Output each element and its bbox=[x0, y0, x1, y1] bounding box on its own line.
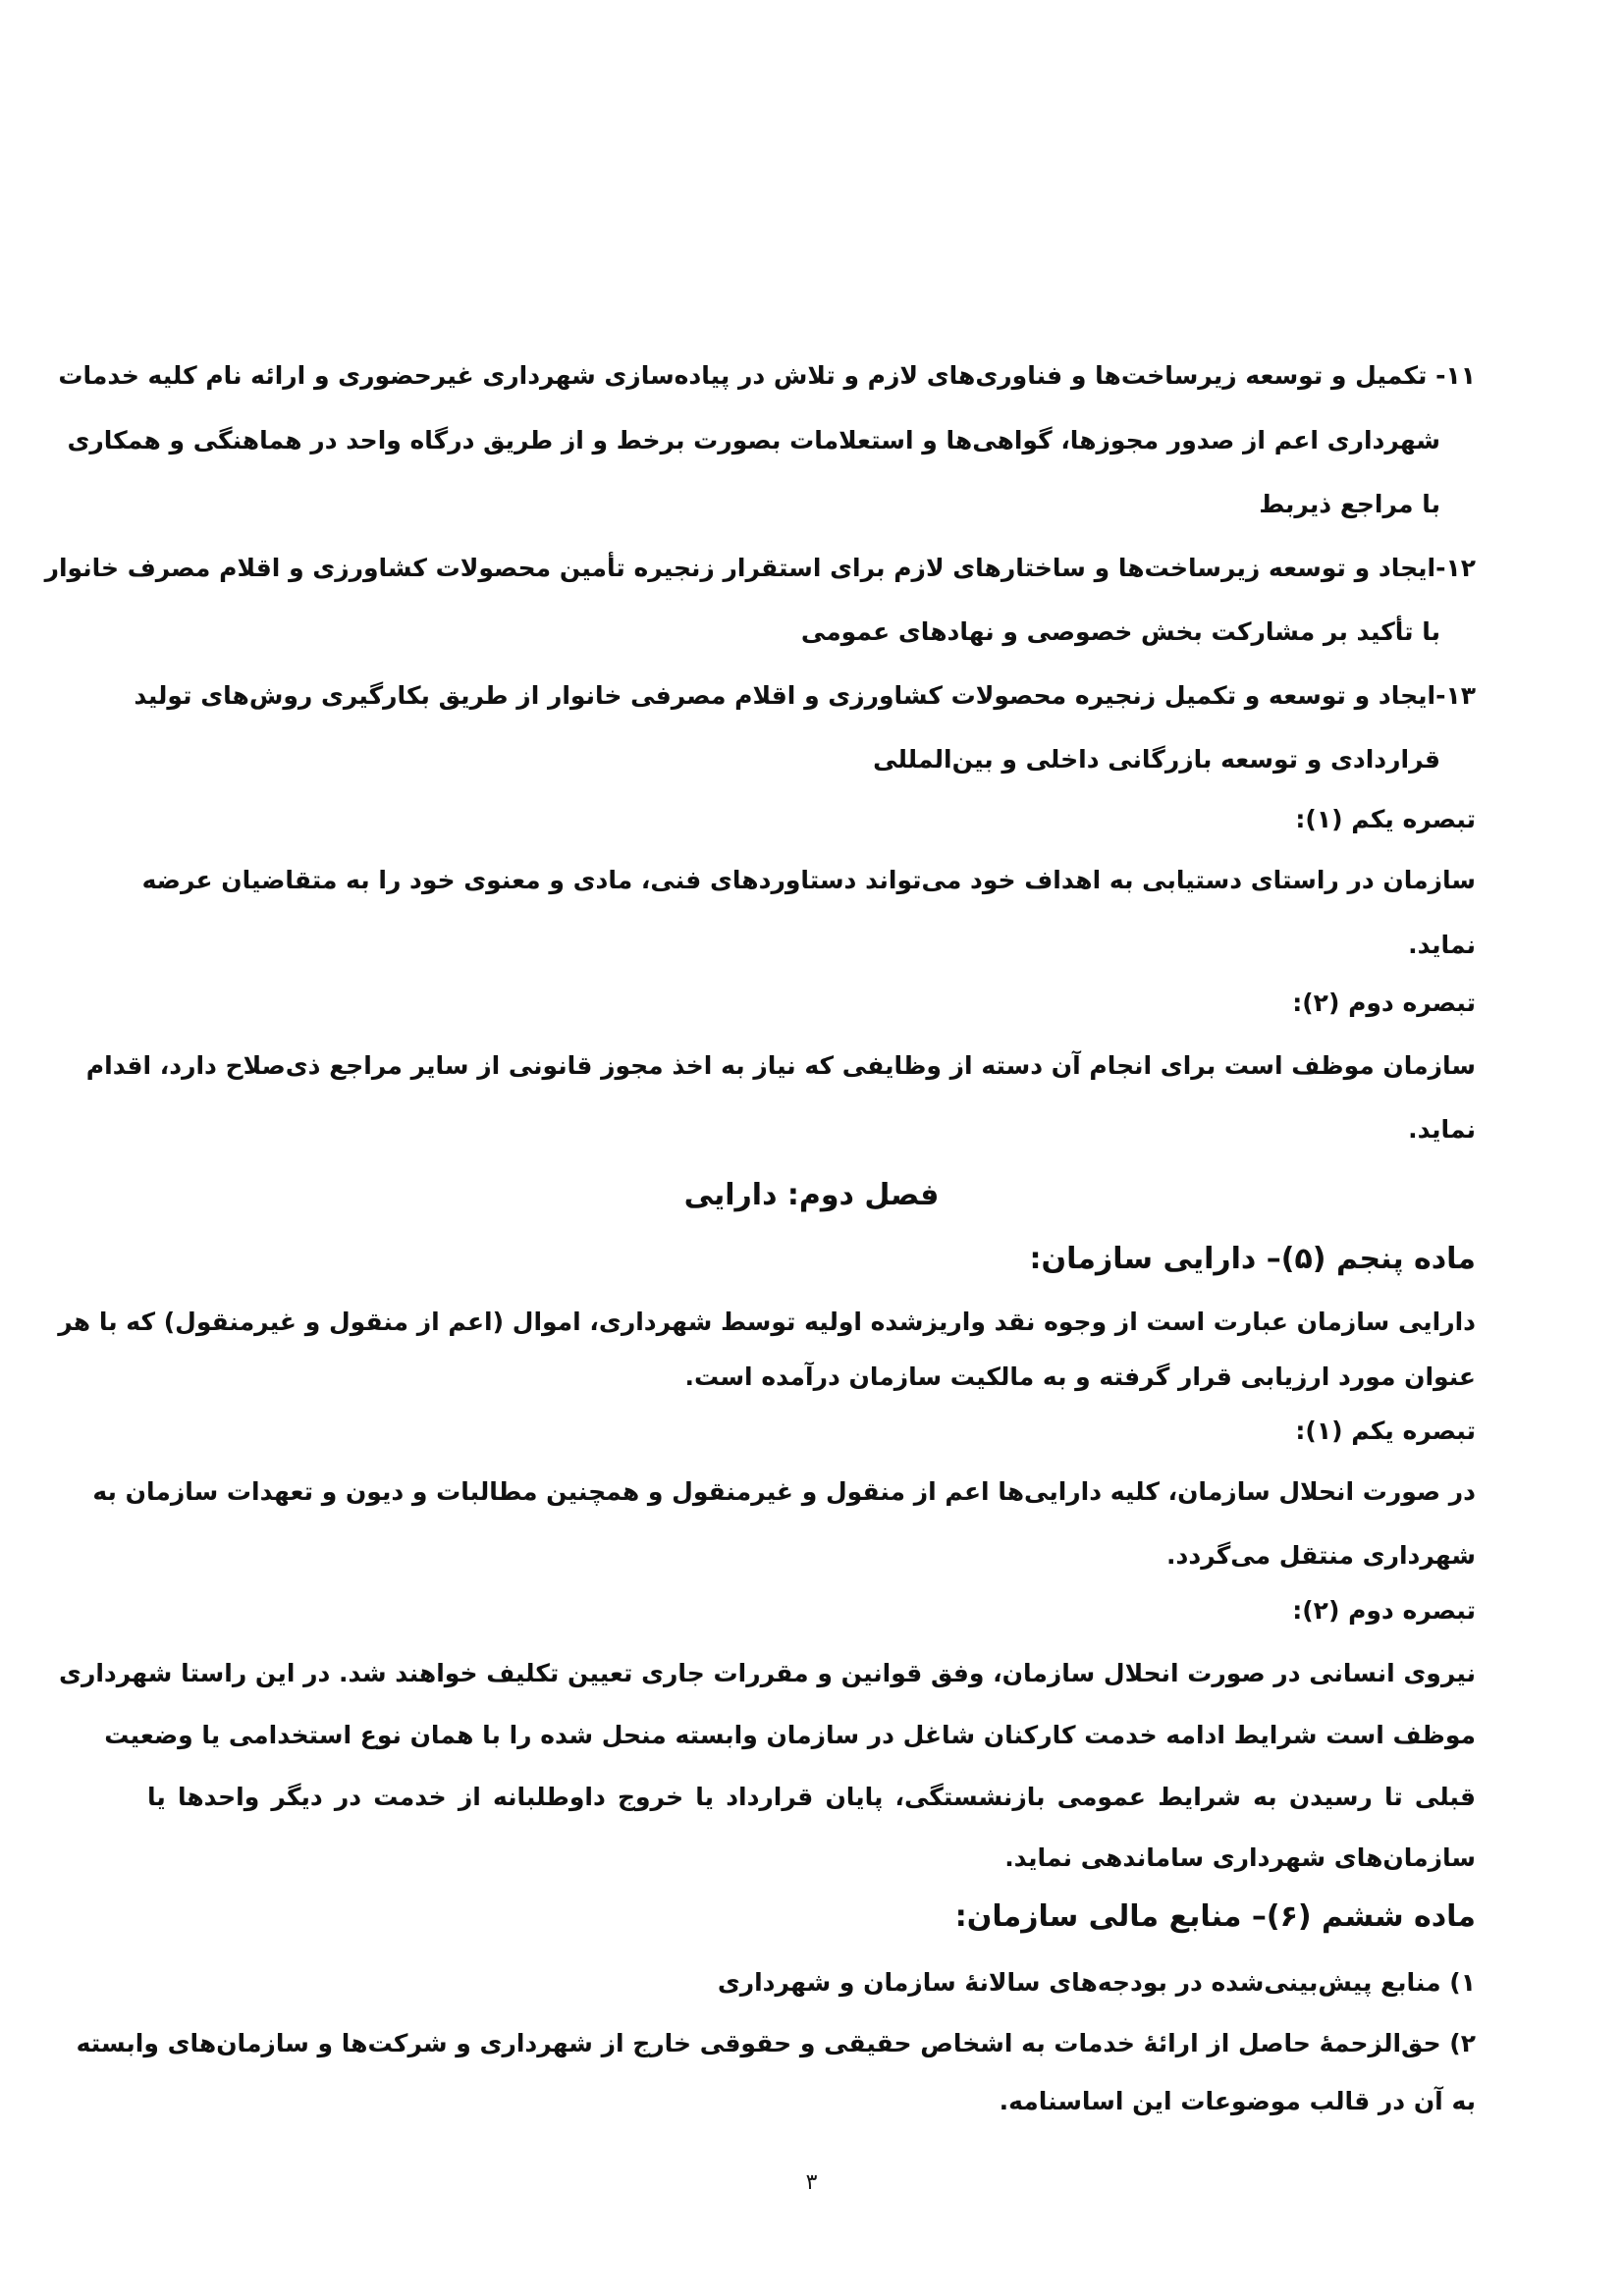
page-number: ۳ bbox=[805, 2170, 818, 2195]
article-5-note-2-line-1: نیروی انسانی در صورت انحلال سازمان، وفق قوانین و مقررات جاری تعیین تکلیف خواهند شد. در این راستا شهرداری bbox=[59, 1659, 1476, 1687]
item-11-line-1: ۱۱- تکمیل و توسعه زیرساخت‌ها و فناوری‌های لازم و تلاش در پیاده‌سازی شهرداری غیرحضوری و ارائه نام کلیه خدمات bbox=[58, 361, 1476, 390]
article-5-note-1-line-1: در صورت انحلال سازمان، کلیه دارایی‌ها اعم از منقول و غیرمنقول و همچنین مطالبات و دیون و تعهدات سازمان به bbox=[92, 1477, 1476, 1506]
article-5-note-1-title: تبصره یکم (۱): bbox=[1295, 1416, 1476, 1445]
item-13-line-2: قراردادی و توسعه بازرگانی داخلی و بین‌المللی bbox=[873, 745, 1440, 774]
article-5-title: ماده پنجم (۵)– دارایی سازمان: bbox=[1029, 1242, 1476, 1276]
item-11-line-2: شهرداری اعم از صدور مجوزها، گواهی‌ها و استعلامات بصورت برخط و از طریق درگاه واحد در هماهنگی و همکاری bbox=[67, 426, 1440, 454]
note-2-line-2: نماید. bbox=[1408, 1115, 1476, 1144]
chapter-title: فصل دوم: دارایی bbox=[683, 1178, 940, 1212]
article-5-line-1: دارایی سازمان عبارت است از وجوه نقد واریزشده اولیه توسط شهرداری، اموال (اعم از منقول و غیرمنقول) که با هر bbox=[58, 1308, 1476, 1336]
note-1-line-2: نماید. bbox=[1408, 931, 1476, 959]
article-5-note-2-line-4: سازمان‌های شهرداری ساماندهی نماید. bbox=[1004, 1843, 1476, 1872]
item-11-line-3: با مراجع ذیربط bbox=[1259, 490, 1440, 518]
item-13-line-1: ۱۳-ایجاد و توسعه و تکمیل زنجیره محصولات کشاورزی و اقلام مصرفی خانوار از طریق بکارگیری روش‌های تولید bbox=[134, 681, 1476, 710]
item-12-line-1: ۱۲-ایجاد و توسعه زیرساخت‌ها و ساختارهای لازم برای استقرار زنجیره تأمین محصولات کشاورزی و اقلام مصرف خانوار bbox=[44, 554, 1476, 582]
note-1-line-1: سازمان در راستای دستیابی به اهداف خود می‌تواند دستاوردهای فنی، مادی و معنوی خود را به متقاضیان عرضه bbox=[141, 866, 1476, 894]
article-6-item-2-line-1: ۲) حق‌الزحمۀ حاصل از ارائۀ خدمات به اشخاص حقیقی و حقوقی خارج از شهرداری و شرکت‌ها و سازمان‌های وابسته bbox=[76, 2029, 1476, 2057]
article-5-note-2-line-2: موظف است شرایط ادامه خدمت کارکنان شاغل در سازمان وابسته منحل شده را با همان نوع استخدامی یا وضعیت bbox=[104, 1721, 1476, 1749]
article-6-title: ماده ششم (۶)– منابع مالی سازمان: bbox=[954, 1899, 1476, 1934]
article-5-line-2: عنوان مورد ارزیابی قرار گرفته و به مالکیت سازمان درآمده است. bbox=[684, 1362, 1476, 1391]
article-5-note-1-line-2: شهرداری منتقل می‌گردد. bbox=[1166, 1541, 1476, 1570]
article-5-note-2-title: تبصره دوم (۲): bbox=[1292, 1596, 1476, 1625]
note-2-title: تبصره دوم (۲): bbox=[1292, 988, 1476, 1017]
article-5-note-2-line-3: قبلی تا رسیدن به شرایط عمومی بازنشستگی، پایان قرارداد یا خروج داوطلبانه از خدمت در دیگر واحدها یا bbox=[147, 1783, 1476, 1811]
article-6-item-2-line-2: به آن در قالب موضوعات این اساسنامه. bbox=[999, 2087, 1476, 2115]
article-6-item-1: ۱) منابع پیش‌بینی‌شده در بودجه‌های سالانۀ سازمان و شهرداری bbox=[717, 1968, 1476, 1997]
item-12-line-2: با تأکید بر مشارکت بخش خصوصی و نهادهای عمومی bbox=[800, 617, 1440, 646]
note-1-title: تبصره یکم (۱): bbox=[1295, 805, 1476, 833]
note-2-line-1: سازمان موظف است برای انجام آن دسته از وظایفی که نیاز به اخذ مجوز قانونی از سایر مراجع ذی‌صلاح دارد، اقدام bbox=[85, 1051, 1476, 1080]
